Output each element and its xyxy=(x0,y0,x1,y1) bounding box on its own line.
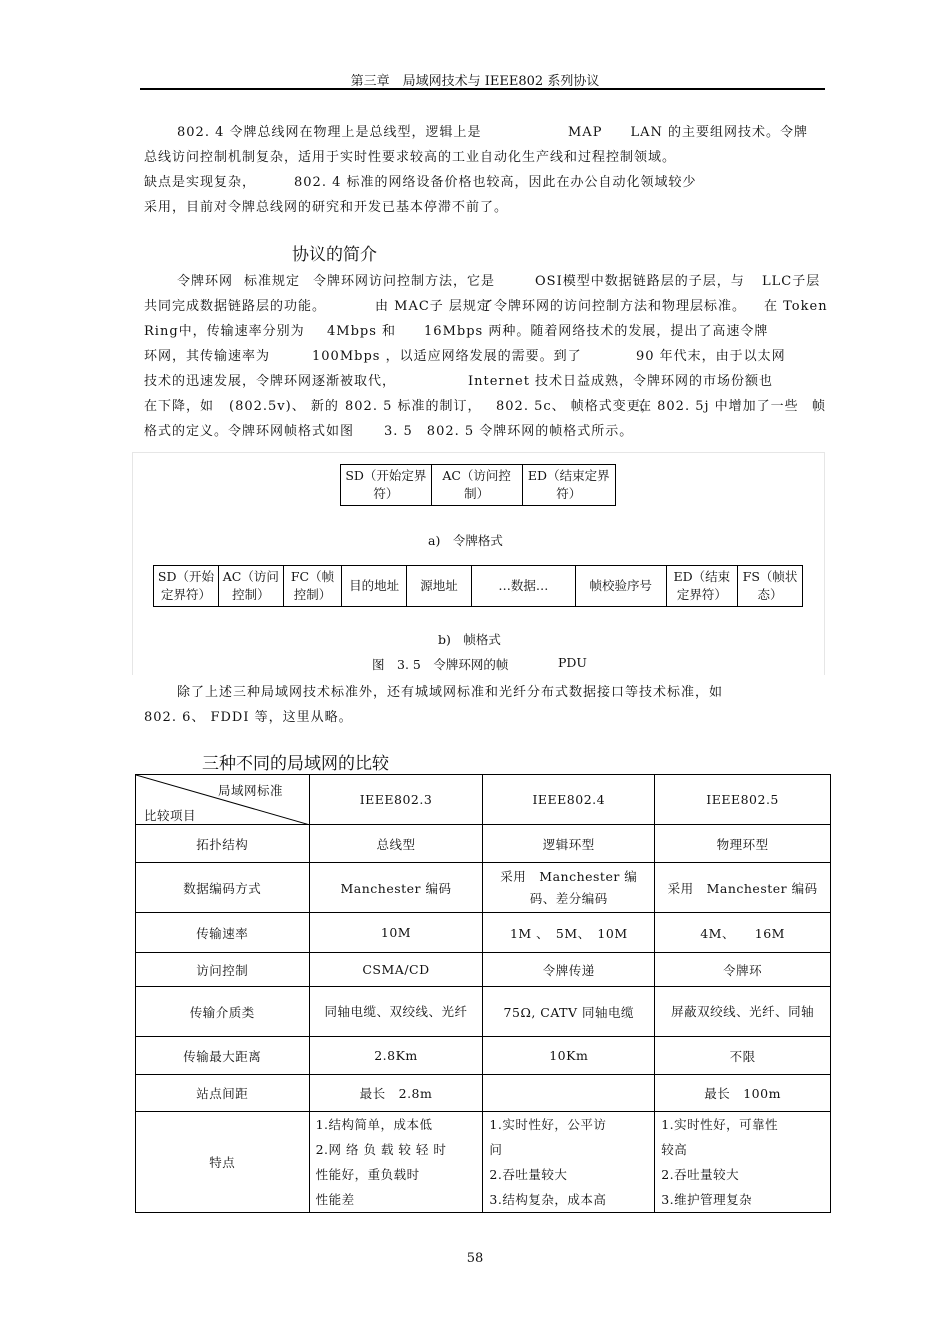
token-ac: AC（访问控制） xyxy=(431,465,522,506)
table-cell: 物理环型 xyxy=(655,825,831,863)
para2-l2-a: 共同完成数据链路层的功能。 xyxy=(144,299,327,314)
para2-l6-a: 在下降，如 xyxy=(144,399,215,414)
row-label: 传输速率 xyxy=(136,913,310,953)
row-label: 数据编码方式 xyxy=(136,863,310,913)
frame-src-address: 源地址 xyxy=(407,566,472,607)
figure-caption-pdu: PDU xyxy=(558,655,587,670)
para2-l5-a: 技术的迅速发展，令牌环网逐渐被取代， xyxy=(144,374,397,389)
para2-l6-e: 在 802. 5j 中增加了一些 xyxy=(638,399,799,414)
para2-l6-b: (802.5v)、 新的 xyxy=(229,399,339,414)
para1-line3-b: 802. 4 标准的网络设备价格也较高，因此在办公自动化领域较少 xyxy=(294,175,697,190)
frame-fs: FS（帧状态） xyxy=(738,566,803,607)
para1-line2: 总线访问控制机制复杂，适用于实时性要求较高的工业自动化生产线和过程控制领域。 xyxy=(144,150,677,165)
col-header-8024: IEEE802.4 xyxy=(483,775,655,825)
header-rule xyxy=(140,88,825,90)
para1-line3-a: 缺点是实现复杂， xyxy=(144,175,257,190)
table-cell: 令牌传递 xyxy=(483,953,655,987)
para2-l6-f: 帧 xyxy=(812,399,827,414)
frame-ed: ED（结束定界符） xyxy=(666,566,737,607)
para3-line1: 除了上述三种局域网技术标准外，还有城域网标准和光纤分布式数据接口等技术标准，如 xyxy=(177,685,724,700)
table-cell: 1.结构简单，成本低 2.网 络 负 载 较 轻 时 性能好，重负载时 性能差 xyxy=(309,1112,483,1213)
para2-l7-a: 格式的定义。令牌环网帧格式如图 xyxy=(144,424,355,439)
table-cell: 10M xyxy=(309,913,483,953)
para2-l1-d: OSI模型中数据链路层的子层，与 xyxy=(535,274,745,289)
corner-cell xyxy=(136,775,310,825)
page-number: 58 xyxy=(466,1251,484,1266)
table-cell: 10Km xyxy=(483,1037,655,1075)
frame-format-table xyxy=(153,565,803,607)
table-cell: 采用 Manchester 编码、差分编码 xyxy=(483,863,655,913)
token-ed: ED（结束定界符） xyxy=(522,465,616,506)
corner-bottom-label: 比较项目 xyxy=(144,808,197,823)
comparison-table xyxy=(135,774,831,1213)
frame-fcs: 帧校验序号 xyxy=(575,566,666,607)
frame-ac: AC（访问控制） xyxy=(218,566,283,607)
table-cell: 采用 Manchester 编码 xyxy=(655,863,831,913)
frame-dest-address: 目的地址 xyxy=(342,566,407,607)
row-label: 传输最大距离 xyxy=(136,1037,310,1075)
frame-sd: SD（开始定界符） xyxy=(154,566,219,607)
table-cell: 逻辑环型 xyxy=(483,825,655,863)
frame-caption: b) 帧格式 xyxy=(438,632,501,647)
running-header: 第三章 局域网技术与 IEEE802 系列协议 xyxy=(350,74,600,89)
para2-l2-b: 由 MAC子 层规定 xyxy=(375,299,491,314)
table-cell: 不限 xyxy=(655,1037,831,1075)
table-cell: 令牌环 xyxy=(655,953,831,987)
para2-l5-b: Internet 技术日益成熟，令牌环网的市场份额也 xyxy=(468,374,774,389)
para2-l6-d: 802. 5c、 帧格式变更， xyxy=(496,399,655,414)
para2-l4-a: 环网，其传输速率为 xyxy=(144,349,271,364)
section-heading-comparison: 三种不同的局域网的比较 xyxy=(202,754,389,774)
token-sd: SD（开始定界符） xyxy=(341,465,432,506)
frame-data: …数据… xyxy=(471,566,575,607)
corner-top-label: 局域网标准 xyxy=(218,783,284,798)
para3-line2: 802. 6、 FDDI 等，这里从略。 xyxy=(144,710,353,725)
para2-l3-a: Ring中，传输速率分别为 xyxy=(144,324,305,339)
figure-caption: 图 3. 5 令牌环网的帧 xyxy=(372,657,509,672)
token-format-table xyxy=(340,464,616,506)
para2-l4-c: 90 年代末，由于以太网 xyxy=(636,349,786,364)
table-cell: Manchester 编码 xyxy=(309,863,483,913)
row-label: 访问控制 xyxy=(136,953,310,987)
row-label: 特点 xyxy=(136,1112,310,1213)
table-cell: 1.实时性好，可靠性 较高 2.吞吐量较大 3.维护管理复杂 xyxy=(655,1112,831,1213)
section-heading-protocol: 协议的简介 xyxy=(292,245,377,265)
table-cell: 4M、 16M xyxy=(655,913,831,953)
para2-l7-b: 3. 5 802. 5 令牌环网的帧格式所示。 xyxy=(384,424,634,439)
table-cell: 最长 2.8m xyxy=(309,1075,483,1112)
para2-l1-c: 令牌环网访问控制方法，它是 xyxy=(313,274,496,289)
para2-l6-c: 802. 5 标准的制订， xyxy=(345,399,482,414)
para2-l2-c: 了令牌环网的访问控制方法和物理层标准。 xyxy=(480,299,747,314)
table-cell: 同轴电缆、双绞线、光纤 xyxy=(309,987,483,1037)
table-cell: 2.8Km xyxy=(309,1037,483,1075)
col-header-8023: IEEE802.3 xyxy=(309,775,483,825)
row-label: 站点间距 xyxy=(136,1075,310,1112)
table-cell: 最长 100m xyxy=(655,1075,831,1112)
table-cell: 屏蔽双绞线、光纤、同轴 xyxy=(655,987,831,1037)
para2-l1-b: 标准规定 xyxy=(244,274,301,289)
para2-l2-d: 在 Token xyxy=(764,299,828,314)
table-cell: 总线型 xyxy=(309,825,483,863)
table-cell: 1M 、 5M、 10M xyxy=(483,913,655,953)
para2-l1-a: 令牌环网 xyxy=(177,274,234,289)
col-header-8025: IEEE802.5 xyxy=(655,775,831,825)
table-cell: CSMA/CD xyxy=(309,953,483,987)
para1-line1-b: MAP LAN 的主要组网技术。令牌 xyxy=(568,125,808,140)
para1-line1-a: 802. 4 令牌总线网在物理上是总线型，逻辑上是 xyxy=(177,125,482,140)
token-caption: a) 令牌格式 xyxy=(428,533,503,548)
para2-l1-e: LLC子层 xyxy=(762,274,821,289)
row-label: 传输介质类 xyxy=(136,987,310,1037)
para2-l3-b: 4Mbps 和 16Mbps 两种。随着网络技术的发展，提出了高速令牌 xyxy=(327,324,769,339)
table-cell xyxy=(483,1075,655,1112)
row-label: 拓扑结构 xyxy=(136,825,310,863)
para2-l4-b: 100Mbps ，以适应网络发展的需要。到了 xyxy=(312,349,582,364)
para1-line4: 采用，目前对令牌总线网的研究和开发已基本停滞不前了。 xyxy=(144,200,509,215)
frame-fc: FC（帧控制） xyxy=(283,566,341,607)
table-cell: 1.实时性好，公平访 问 2.吞吐量较大 3.结构复杂，成本高 xyxy=(483,1112,655,1213)
table-cell: 75Ω, CATV 同轴电缆 xyxy=(483,987,655,1037)
